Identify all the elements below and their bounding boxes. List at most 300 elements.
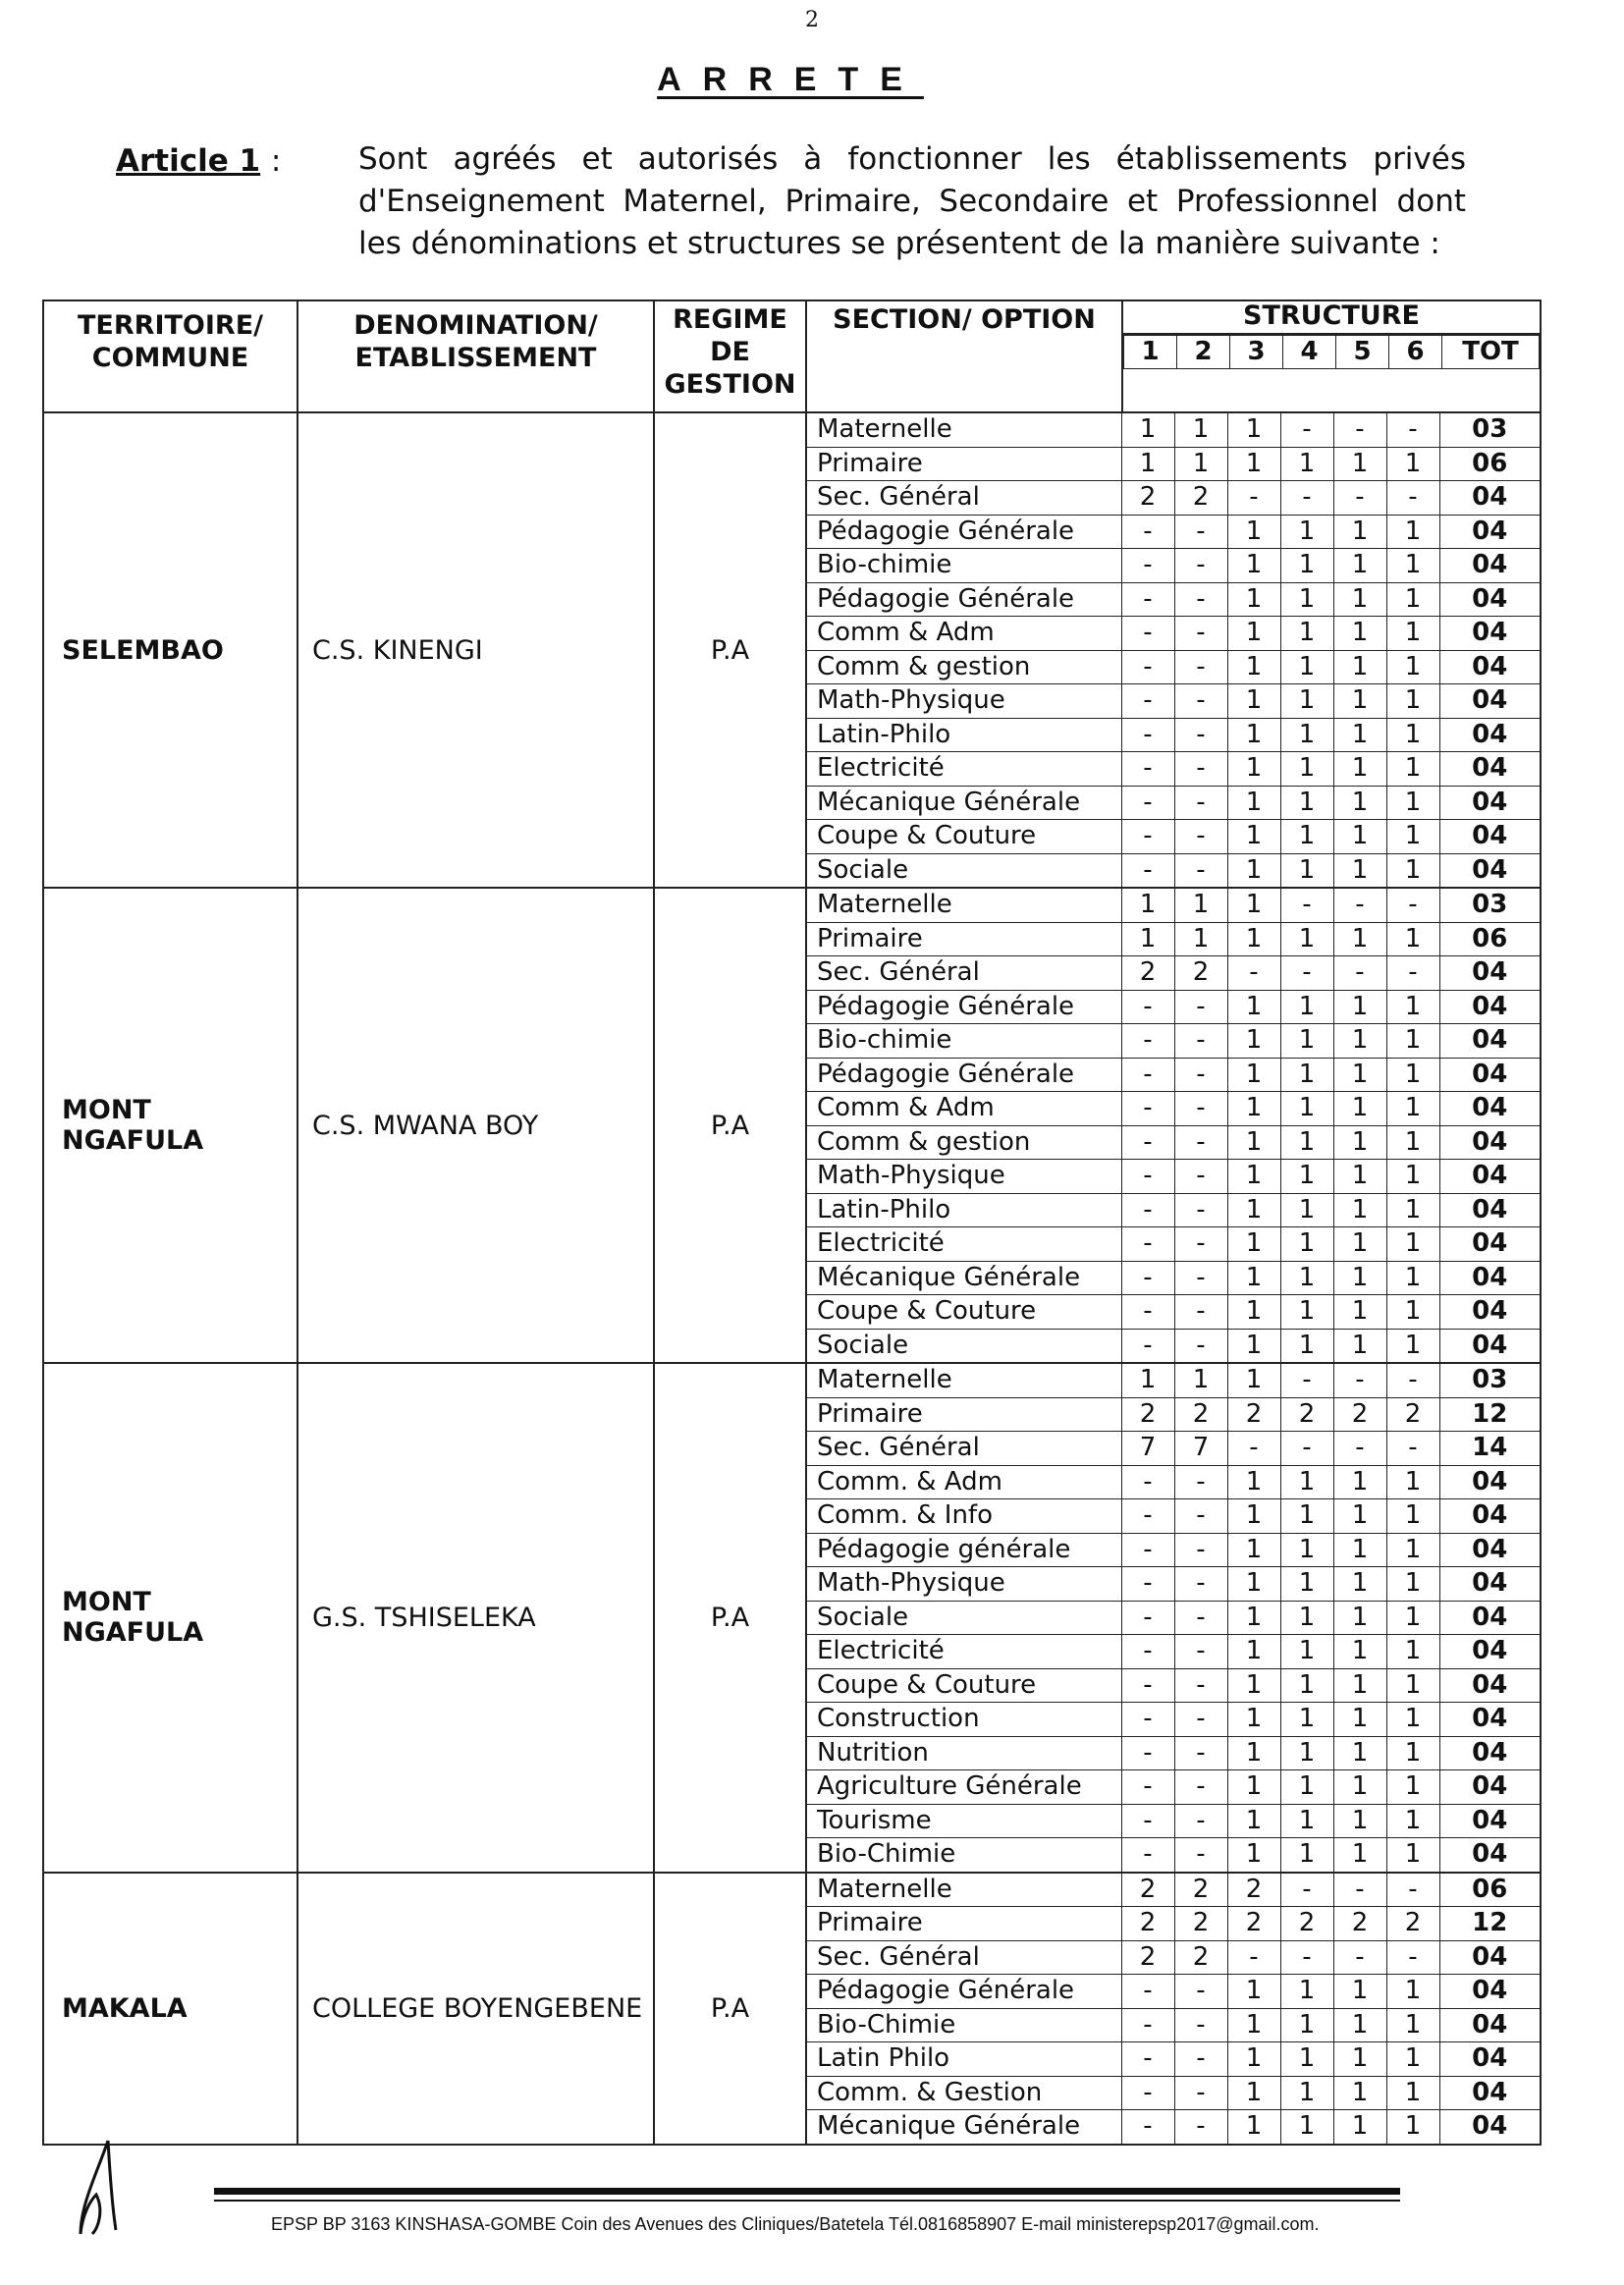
total-value: 04 bbox=[1439, 718, 1540, 752]
level-4-value: 2 bbox=[1280, 1397, 1333, 1432]
header-level-4: 4 bbox=[1283, 336, 1336, 369]
level-4-value: 1 bbox=[1280, 1499, 1333, 1534]
option-row bbox=[807, 990, 1540, 1024]
level-5-value: 1 bbox=[1333, 990, 1386, 1024]
level-1-value: - bbox=[1121, 2076, 1174, 2110]
level-2-value: - bbox=[1174, 718, 1227, 752]
level-6-value: 1 bbox=[1386, 1804, 1439, 1838]
level-3-value: 1 bbox=[1227, 1295, 1280, 1330]
option-name: Agriculture Générale bbox=[807, 1770, 1121, 1805]
option-name: Sec. Général bbox=[807, 1432, 1121, 1466]
level-3-value: 1 bbox=[1227, 1635, 1280, 1669]
total-value: 04 bbox=[1439, 2008, 1540, 2042]
level-2-value: - bbox=[1174, 1703, 1227, 1737]
level-3-value: 1 bbox=[1227, 617, 1280, 651]
option-row bbox=[807, 2076, 1540, 2110]
level-2-value: - bbox=[1174, 684, 1227, 719]
etablissement-cell: C.S. KINENGI bbox=[298, 412, 654, 888]
level-4-value: 1 bbox=[1280, 1736, 1333, 1770]
level-3-value: - bbox=[1227, 481, 1280, 516]
level-6-value: 1 bbox=[1386, 1295, 1439, 1330]
level-5-value: 1 bbox=[1333, 1838, 1386, 1872]
option-row bbox=[807, 1058, 1540, 1092]
territoire-cell: SELEMBAO bbox=[43, 412, 298, 888]
option-row bbox=[807, 582, 1540, 617]
level-4-value: - bbox=[1280, 1940, 1333, 1975]
option-name: Bio-chimie bbox=[807, 1024, 1121, 1059]
total-value: 04 bbox=[1439, 2110, 1540, 2144]
option-row bbox=[807, 1804, 1540, 1838]
header-level-5: 5 bbox=[1336, 336, 1389, 369]
total-value: 04 bbox=[1439, 1465, 1540, 1499]
level-3-value: 1 bbox=[1227, 1024, 1280, 1059]
level-4-value: 1 bbox=[1280, 1975, 1333, 2009]
level-1-value: 1 bbox=[1121, 447, 1174, 481]
level-5-value: 1 bbox=[1333, 1465, 1386, 1499]
level-1-value: - bbox=[1121, 1635, 1174, 1669]
level-5-value: 1 bbox=[1333, 1125, 1386, 1160]
level-6-value: 1 bbox=[1386, 617, 1439, 651]
level-3-value: 1 bbox=[1227, 1533, 1280, 1567]
option-name: Maternelle bbox=[807, 1874, 1121, 1907]
level-6-value: 1 bbox=[1386, 1635, 1439, 1669]
option-name: Comm & gestion bbox=[807, 1125, 1121, 1160]
level-3-value: 1 bbox=[1227, 1465, 1280, 1499]
option-name: Sec. Général bbox=[807, 481, 1121, 516]
level-4-value: 1 bbox=[1280, 1533, 1333, 1567]
level-3-value: 1 bbox=[1227, 853, 1280, 887]
header-level-tot: TOT bbox=[1442, 336, 1540, 369]
level-1-value: - bbox=[1121, 820, 1174, 854]
level-1-value: 1 bbox=[1121, 413, 1174, 447]
total-value: 06 bbox=[1439, 1874, 1540, 1907]
level-1-value: - bbox=[1121, 1024, 1174, 1059]
option-row bbox=[807, 1227, 1540, 1262]
table-row bbox=[43, 1363, 1541, 1873]
options-cell bbox=[806, 1363, 1541, 1873]
level-6-value: 1 bbox=[1386, 1770, 1439, 1805]
total-value: 04 bbox=[1439, 820, 1540, 854]
level-6-value: 1 bbox=[1386, 515, 1439, 549]
level-2-value: 2 bbox=[1174, 1874, 1227, 1907]
option-name: Comm. & Gestion bbox=[807, 2076, 1121, 2110]
option-row bbox=[807, 481, 1540, 516]
header-level-3: 3 bbox=[1230, 336, 1283, 369]
level-6-value: - bbox=[1386, 481, 1439, 516]
header-level-2: 2 bbox=[1177, 336, 1230, 369]
level-6-value: 1 bbox=[1386, 1975, 1439, 2009]
level-5-value: 1 bbox=[1333, 1329, 1386, 1362]
option-row bbox=[807, 1975, 1540, 2009]
level-2-value: - bbox=[1174, 1736, 1227, 1770]
level-2-value: - bbox=[1174, 1227, 1227, 1262]
level-6-value: 1 bbox=[1386, 2008, 1439, 2042]
option-row bbox=[807, 1874, 1540, 1907]
level-6-value: 1 bbox=[1386, 447, 1439, 481]
option-name: Comm & Adm bbox=[807, 617, 1121, 651]
option-name: Construction bbox=[807, 1703, 1121, 1737]
total-value: 04 bbox=[1439, 1838, 1540, 1872]
option-row bbox=[807, 1160, 1540, 1194]
level-1-value: - bbox=[1121, 2008, 1174, 2042]
level-1-value: - bbox=[1121, 1295, 1174, 1330]
total-value: 14 bbox=[1439, 1432, 1540, 1466]
level-2-value: - bbox=[1174, 990, 1227, 1024]
level-2-value: - bbox=[1174, 1295, 1227, 1330]
level-5-value: 1 bbox=[1333, 1736, 1386, 1770]
level-6-value: - bbox=[1386, 1364, 1439, 1397]
option-name: Primaire bbox=[807, 1397, 1121, 1432]
option-row bbox=[807, 447, 1540, 481]
option-name: Bio-Chimie bbox=[807, 1838, 1121, 1872]
total-value: 04 bbox=[1439, 1058, 1540, 1092]
option-name: Bio-chimie bbox=[807, 549, 1121, 583]
option-row bbox=[807, 617, 1540, 651]
level-2-value: - bbox=[1174, 2008, 1227, 2042]
level-3-value: 1 bbox=[1227, 447, 1280, 481]
level-4-value: 1 bbox=[1280, 1567, 1333, 1602]
level-6-value: 1 bbox=[1386, 1160, 1439, 1194]
level-6-value: 2 bbox=[1386, 1907, 1439, 1941]
option-row bbox=[807, 1838, 1540, 1872]
option-name: Sociale bbox=[807, 1601, 1121, 1635]
total-value: 03 bbox=[1439, 889, 1540, 922]
level-3-value: 1 bbox=[1227, 1668, 1280, 1703]
level-5-value: 1 bbox=[1333, 549, 1386, 583]
level-1-value: - bbox=[1121, 1770, 1174, 1805]
level-5-value: - bbox=[1333, 1432, 1386, 1466]
level-2-value: - bbox=[1174, 853, 1227, 887]
level-3-value: 1 bbox=[1227, 1261, 1280, 1295]
level-1-value: - bbox=[1121, 1838, 1174, 1872]
level-6-value: 1 bbox=[1386, 820, 1439, 854]
level-2-value: 1 bbox=[1174, 1364, 1227, 1397]
footer-rule-thick bbox=[214, 2188, 1400, 2195]
total-value: 04 bbox=[1439, 1736, 1540, 1770]
level-5-value: 1 bbox=[1333, 1295, 1386, 1330]
level-5-value: 1 bbox=[1333, 853, 1386, 887]
level-5-value: 1 bbox=[1333, 1635, 1386, 1669]
level-5-value: 1 bbox=[1333, 515, 1386, 549]
level-6-value: 1 bbox=[1386, 718, 1439, 752]
option-row bbox=[807, 1499, 1540, 1534]
level-1-value: 1 bbox=[1121, 1364, 1174, 1397]
option-row bbox=[807, 1125, 1540, 1160]
level-3-value: 1 bbox=[1227, 549, 1280, 583]
level-4-value: - bbox=[1280, 1874, 1333, 1907]
option-name: Electricité bbox=[807, 1227, 1121, 1262]
header-structure: STRUCTURE bbox=[1122, 300, 1541, 334]
level-4-value: 1 bbox=[1280, 1193, 1333, 1227]
options-cell bbox=[806, 888, 1541, 1363]
level-4-value: 1 bbox=[1280, 786, 1333, 820]
level-1-value: - bbox=[1121, 1703, 1174, 1737]
total-value: 03 bbox=[1439, 413, 1540, 447]
level-4-value: 1 bbox=[1280, 820, 1333, 854]
total-value: 04 bbox=[1439, 1160, 1540, 1194]
header-levels bbox=[1123, 335, 1540, 369]
level-2-value: 1 bbox=[1174, 413, 1227, 447]
level-2-value: - bbox=[1174, 1261, 1227, 1295]
total-value: 04 bbox=[1439, 582, 1540, 617]
level-4-value: 1 bbox=[1280, 1160, 1333, 1194]
option-row bbox=[807, 1261, 1540, 1295]
level-4-value: 1 bbox=[1280, 1295, 1333, 1330]
level-6-value: 1 bbox=[1386, 1024, 1439, 1059]
level-6-value: 1 bbox=[1386, 549, 1439, 583]
option-row bbox=[807, 1703, 1540, 1737]
header-section: SECTION/ OPTION bbox=[806, 300, 1122, 412]
option-row bbox=[807, 853, 1540, 887]
option-row bbox=[807, 1635, 1540, 1669]
level-1-value: - bbox=[1121, 1329, 1174, 1362]
total-value: 04 bbox=[1439, 1193, 1540, 1227]
level-2-value: - bbox=[1174, 786, 1227, 820]
level-1-value: - bbox=[1121, 1975, 1174, 2009]
level-2-value: - bbox=[1174, 1193, 1227, 1227]
level-3-value: 1 bbox=[1227, 1329, 1280, 1362]
level-4-value: 1 bbox=[1280, 515, 1333, 549]
option-row bbox=[807, 650, 1540, 684]
level-1-value: - bbox=[1121, 515, 1174, 549]
level-4-value: 1 bbox=[1280, 549, 1333, 583]
total-value: 04 bbox=[1439, 956, 1540, 991]
level-3-value: 1 bbox=[1227, 1804, 1280, 1838]
level-2-value: - bbox=[1174, 1092, 1227, 1126]
level-1-value: - bbox=[1121, 1601, 1174, 1635]
level-3-value: 1 bbox=[1227, 1601, 1280, 1635]
level-1-value: 2 bbox=[1121, 481, 1174, 516]
option-name: Pédagogie générale bbox=[807, 1533, 1121, 1567]
level-5-value: - bbox=[1333, 956, 1386, 991]
option-name: Sociale bbox=[807, 1329, 1121, 1362]
level-4-value: 1 bbox=[1280, 582, 1333, 617]
level-3-value: 1 bbox=[1227, 1499, 1280, 1534]
total-value: 04 bbox=[1439, 1227, 1540, 1262]
total-value: 04 bbox=[1439, 1804, 1540, 1838]
total-value: 04 bbox=[1439, 1668, 1540, 1703]
level-2-value: - bbox=[1174, 582, 1227, 617]
level-1-value: - bbox=[1121, 990, 1174, 1024]
total-value: 06 bbox=[1439, 447, 1540, 481]
level-6-value: 1 bbox=[1386, 1499, 1439, 1534]
level-3-value: 2 bbox=[1227, 1397, 1280, 1432]
level-6-value: 1 bbox=[1386, 2076, 1439, 2110]
level-5-value: 1 bbox=[1333, 2042, 1386, 2077]
level-6-value: 2 bbox=[1386, 1397, 1439, 1432]
level-2-value: - bbox=[1174, 549, 1227, 583]
level-1-value: - bbox=[1121, 1567, 1174, 1602]
option-row bbox=[807, 1907, 1540, 1941]
level-2-value: - bbox=[1174, 1770, 1227, 1805]
page-number: 2 bbox=[805, 8, 819, 32]
level-3-value: 1 bbox=[1227, 582, 1280, 617]
total-value: 04 bbox=[1439, 1499, 1540, 1534]
total-value: 04 bbox=[1439, 990, 1540, 1024]
level-4-value: - bbox=[1280, 413, 1333, 447]
level-5-value: 1 bbox=[1333, 752, 1386, 787]
level-3-value: 1 bbox=[1227, 1736, 1280, 1770]
level-5-value: 2 bbox=[1333, 1397, 1386, 1432]
level-2-value: - bbox=[1174, 1329, 1227, 1362]
level-1-value: - bbox=[1121, 1736, 1174, 1770]
option-row bbox=[807, 515, 1540, 549]
level-6-value: 1 bbox=[1386, 1838, 1439, 1872]
level-1-value: - bbox=[1121, 617, 1174, 651]
level-3-value: 1 bbox=[1227, 786, 1280, 820]
level-2-value: 1 bbox=[1174, 922, 1227, 956]
options-cell bbox=[806, 1873, 1541, 2145]
total-value: 12 bbox=[1439, 1907, 1540, 1941]
option-row bbox=[807, 786, 1540, 820]
level-6-value: 1 bbox=[1386, 650, 1439, 684]
level-1-value: - bbox=[1121, 684, 1174, 719]
level-2-value: - bbox=[1174, 1465, 1227, 1499]
article-label-text: Article 1 bbox=[116, 143, 261, 179]
level-4-value: - bbox=[1280, 481, 1333, 516]
level-3-value: 1 bbox=[1227, 1125, 1280, 1160]
level-3-value: 1 bbox=[1227, 2110, 1280, 2144]
level-2-value: - bbox=[1174, 1975, 1227, 2009]
total-value: 04 bbox=[1439, 752, 1540, 787]
level-6-value: - bbox=[1386, 1432, 1439, 1466]
option-name: Mécanique Générale bbox=[807, 1261, 1121, 1295]
option-row bbox=[807, 752, 1540, 787]
level-5-value: - bbox=[1333, 889, 1386, 922]
level-3-value: 1 bbox=[1227, 1058, 1280, 1092]
level-3-value: 1 bbox=[1227, 1975, 1280, 2009]
document-title: ARRETE bbox=[657, 61, 924, 98]
level-5-value: 1 bbox=[1333, 1261, 1386, 1295]
total-value: 06 bbox=[1439, 922, 1540, 956]
option-name: Comm. & Info bbox=[807, 1499, 1121, 1534]
option-row bbox=[807, 413, 1540, 447]
option-row bbox=[807, 1193, 1540, 1227]
total-value: 03 bbox=[1439, 1364, 1540, 1397]
level-3-value: 1 bbox=[1227, 718, 1280, 752]
level-4-value: 1 bbox=[1280, 1703, 1333, 1737]
total-value: 04 bbox=[1439, 1940, 1540, 1975]
level-1-value: - bbox=[1121, 582, 1174, 617]
level-3-value: 1 bbox=[1227, 889, 1280, 922]
option-name: Mécanique Générale bbox=[807, 786, 1121, 820]
level-6-value: - bbox=[1386, 413, 1439, 447]
level-2-value: - bbox=[1174, 650, 1227, 684]
etablissement-cell: C.S. MWANA BOY bbox=[298, 888, 654, 1363]
option-name: Pédagogie Générale bbox=[807, 582, 1121, 617]
option-row bbox=[807, 1432, 1540, 1466]
option-name: Coupe & Couture bbox=[807, 1295, 1121, 1330]
total-value: 12 bbox=[1439, 1397, 1540, 1432]
level-2-value: - bbox=[1174, 2042, 1227, 2077]
level-4-value: 1 bbox=[1280, 684, 1333, 719]
option-row bbox=[807, 684, 1540, 719]
level-2-value: - bbox=[1174, 1567, 1227, 1602]
total-value: 04 bbox=[1439, 549, 1540, 583]
level-5-value: - bbox=[1333, 1874, 1386, 1907]
regime-cell: P.A bbox=[654, 888, 806, 1363]
level-1-value: - bbox=[1121, 1465, 1174, 1499]
option-row bbox=[807, 820, 1540, 854]
level-2-value: 2 bbox=[1174, 481, 1227, 516]
territoire-cell: MONT NGAFULA bbox=[43, 1363, 298, 1873]
option-row bbox=[807, 922, 1540, 956]
option-row bbox=[807, 1364, 1540, 1397]
level-2-value: - bbox=[1174, 2076, 1227, 2110]
level-4-value: 1 bbox=[1280, 1635, 1333, 1669]
level-5-value: 1 bbox=[1333, 1567, 1386, 1602]
level-4-value: 2 bbox=[1280, 1907, 1333, 1941]
option-name: Latin-Philo bbox=[807, 718, 1121, 752]
level-3-value: 1 bbox=[1227, 1703, 1280, 1737]
level-1-value: - bbox=[1121, 1499, 1174, 1534]
level-6-value: 1 bbox=[1386, 1193, 1439, 1227]
level-5-value: 1 bbox=[1333, 1804, 1386, 1838]
level-2-value: - bbox=[1174, 1024, 1227, 1059]
establishments-table bbox=[42, 299, 1542, 2146]
level-1-value: - bbox=[1121, 1227, 1174, 1262]
level-3-value: 1 bbox=[1227, 1193, 1280, 1227]
level-3-value: 1 bbox=[1227, 990, 1280, 1024]
option-row bbox=[807, 1024, 1540, 1059]
level-4-value: 1 bbox=[1280, 1838, 1333, 1872]
option-row bbox=[807, 1295, 1540, 1330]
level-5-value: 1 bbox=[1333, 1024, 1386, 1059]
level-5-value: 1 bbox=[1333, 1058, 1386, 1092]
total-value: 04 bbox=[1439, 1125, 1540, 1160]
level-2-value: - bbox=[1174, 1058, 1227, 1092]
level-6-value: 1 bbox=[1386, 1668, 1439, 1703]
header-regime: REGIME DE GESTION bbox=[654, 300, 806, 412]
level-3-value: 1 bbox=[1227, 1092, 1280, 1126]
level-4-value: 1 bbox=[1280, 1465, 1333, 1499]
level-3-value: 1 bbox=[1227, 752, 1280, 787]
total-value: 04 bbox=[1439, 515, 1540, 549]
level-5-value: - bbox=[1333, 1364, 1386, 1397]
level-2-value: - bbox=[1174, 515, 1227, 549]
level-2-value: - bbox=[1174, 1499, 1227, 1534]
level-2-value: 2 bbox=[1174, 1907, 1227, 1941]
option-row bbox=[807, 1940, 1540, 1975]
level-1-value: - bbox=[1121, 1533, 1174, 1567]
level-1-value: - bbox=[1121, 1261, 1174, 1295]
option-name: Bio-Chimie bbox=[807, 2008, 1121, 2042]
level-6-value: 1 bbox=[1386, 684, 1439, 719]
total-value: 04 bbox=[1439, 1975, 1540, 2009]
option-row bbox=[807, 1397, 1540, 1432]
level-1-value: - bbox=[1121, 549, 1174, 583]
signature bbox=[69, 2136, 147, 2244]
option-name: Math-Physique bbox=[807, 1567, 1121, 1602]
total-value: 04 bbox=[1439, 1024, 1540, 1059]
level-5-value: 1 bbox=[1333, 2076, 1386, 2110]
level-6-value: 1 bbox=[1386, 1092, 1439, 1126]
total-value: 04 bbox=[1439, 650, 1540, 684]
option-name: Primaire bbox=[807, 447, 1121, 481]
total-value: 04 bbox=[1439, 617, 1540, 651]
level-4-value: - bbox=[1280, 1364, 1333, 1397]
article-label bbox=[116, 143, 281, 179]
level-6-value: 1 bbox=[1386, 1567, 1439, 1602]
level-2-value: - bbox=[1174, 2110, 1227, 2144]
level-2-value: - bbox=[1174, 820, 1227, 854]
level-3-value: 2 bbox=[1227, 1874, 1280, 1907]
level-2-value: - bbox=[1174, 1635, 1227, 1669]
option-name: Latin Philo bbox=[807, 2042, 1121, 2077]
table-row bbox=[43, 1873, 1541, 2145]
option-name: Sec. Général bbox=[807, 1940, 1121, 1975]
level-5-value: 1 bbox=[1333, 1703, 1386, 1737]
